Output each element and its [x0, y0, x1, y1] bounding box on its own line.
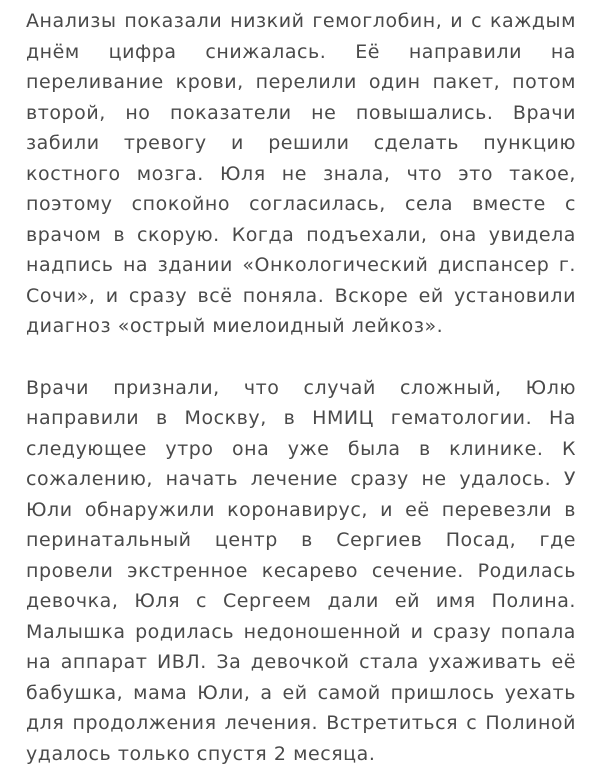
paragraph-treatment: Врачи признали, что случай сложный, Юлю направили в Москву, в НМИЦ гематологии. На следующее утро она уже была в клинике. К сожалению, начать лечение сразу не удалось. У Юли обнаружили коронавирус, и её перевезли в перинатальный центр в Сергиев Посад, где провели экстренное кесарево сечение. Родилась девочка, Юля с Сергеем дали ей имя Полина. Малышка родилась недоношенной и сразу попала на аппарат ИВЛ. За девочкой стала ухаживать её бабушка, мама Юли, а ей самой пришлось уехать для продолжения лечения. Встретиться с Полиной удалось только спустя 2 месяца. [26, 373, 576, 769]
article-body [26, 6, 576, 769]
paragraph-diagnosis: Анализы показали низкий гемоглобин, и с каждым днём цифра снижалась. Её направили на переливание крови, перелили один пакет, потом второй, но показатели не повышались. Врачи забили тревогу и решили сделать пункцию костного мозга. Юля не знала, что это такое, поэтому спокойно согласилась, села вместе с врачом в скорую. Когда подъехали, она увидела надпись на здании «Онкологический диспансер г. Сочи», и сразу всё поняла. Вскоре ей установили диагноз «острый миелоидный лейкоз». [26, 6, 576, 342]
